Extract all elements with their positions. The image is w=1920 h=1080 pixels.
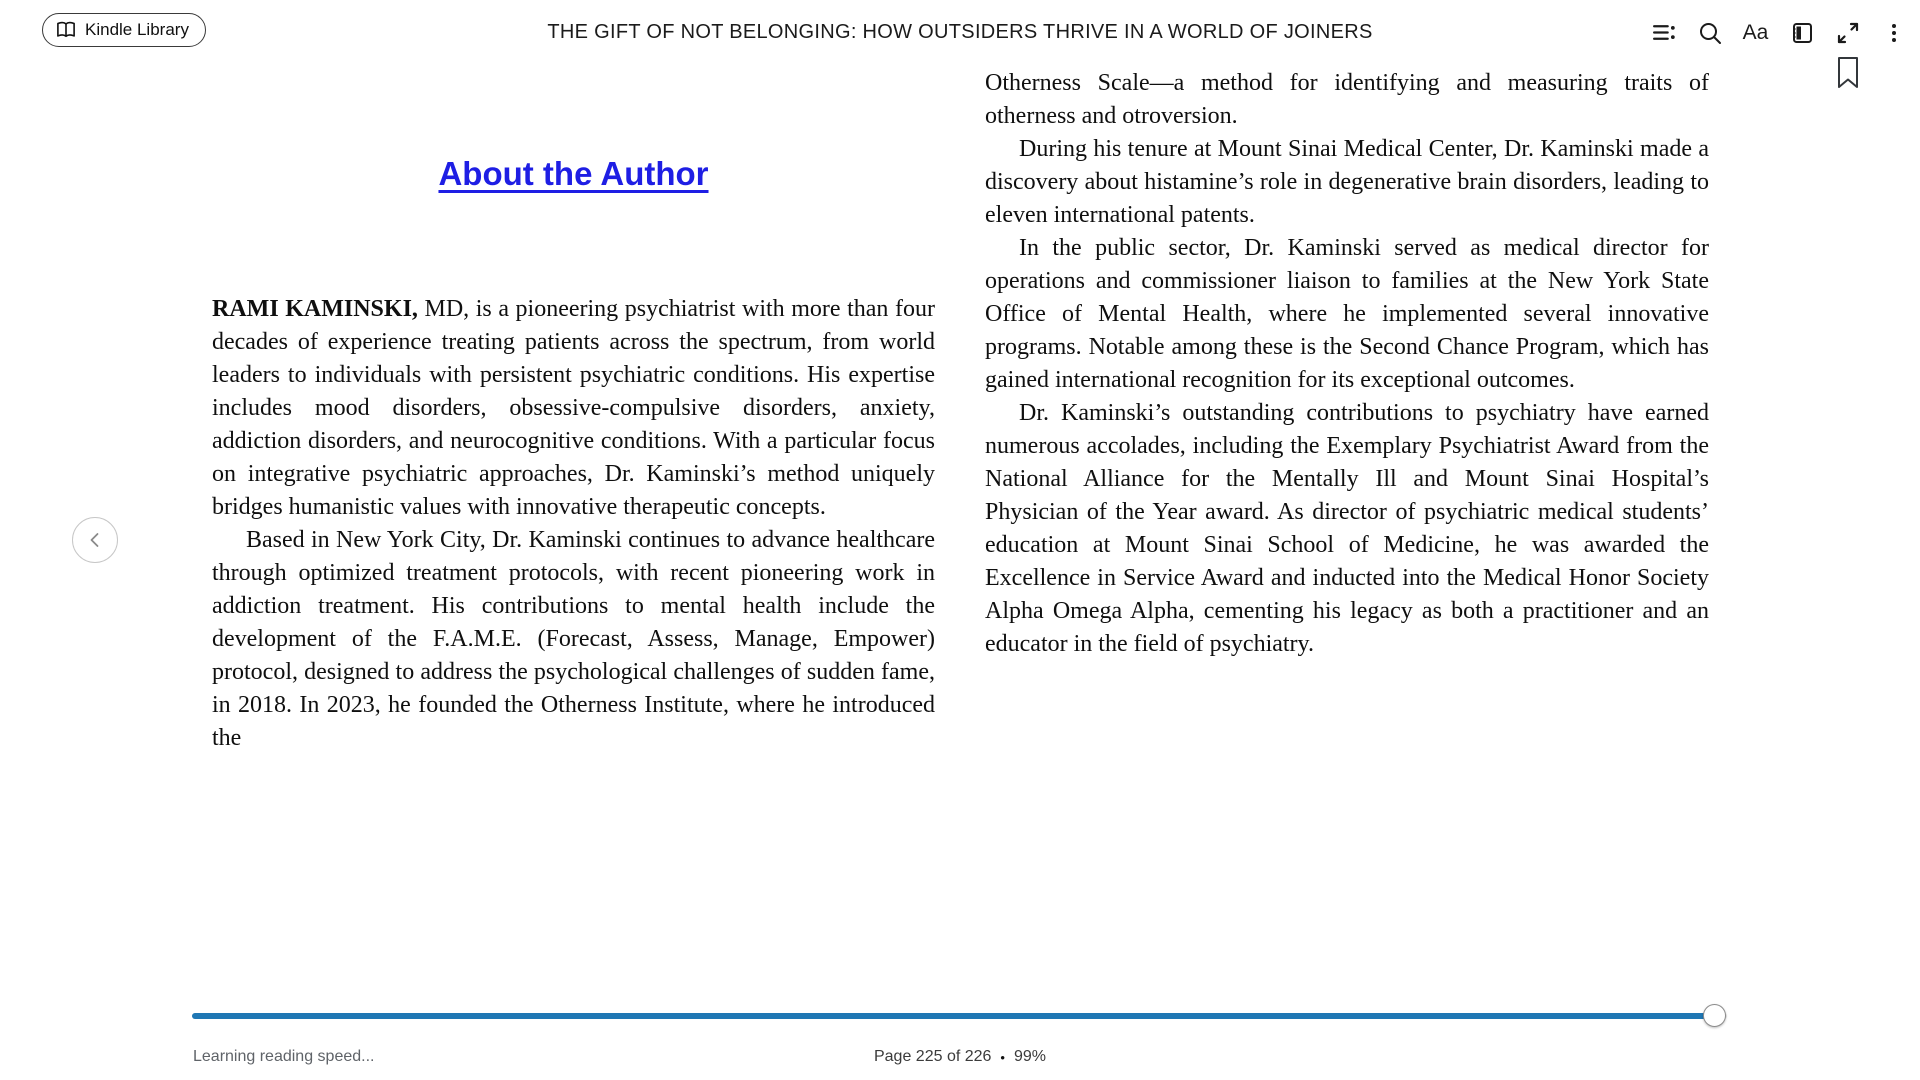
page-layout-icon — [1789, 20, 1815, 46]
page-layout-button[interactable] — [1787, 18, 1816, 47]
chapter-heading — [212, 155, 935, 193]
bookmark-icon — [1835, 56, 1861, 89]
paragraph: Dr. Kaminski’s outstanding contributions to psychiatry have earned numerous accolades, including the Exemplary Psychiatrist Award from the National Alliance for the Mentally Ill and Mount Sinai Hospital’s Physician of the Year award. As director of psychiatric medical students’ education at Mount Sinai School of Medicine, he was awarded the Excellence in Service Award and inducted into the Medical Honor Society Alpha Omega Alpha, cementing his legacy as both a practitioner and an educator in the field of psychiatry. — [985, 400, 1709, 657]
typography-settings-button[interactable] — [1741, 18, 1770, 47]
page-number-label: Page 225 of 226 — [873, 1048, 992, 1065]
kindle-library-label: Kindle Library — [85, 20, 189, 39]
right-text-column — [985, 67, 1709, 661]
left-text-column — [212, 293, 935, 755]
search-button[interactable] — [1695, 18, 1724, 47]
aa-icon: Aa — [1742, 20, 1769, 44]
author-name-lead: RAMI KAMINSKI, — [212, 296, 418, 322]
paragraph: During his tenure at Mount Sinai Medical Center, Dr. Kaminski made a discovery about histamine’s role in degenerative brain disorders, leading to eleven international patents. — [985, 136, 1709, 228]
bookmark-button[interactable] — [1835, 56, 1861, 89]
percent-read-label: 99% — [1013, 1048, 1047, 1065]
paragraph: Otherness Scale—a method for identifying and measuring traits of otherness and otroversion. — [985, 70, 1709, 129]
reading-progress-fill — [192, 1013, 1715, 1019]
fullscreen-expand-icon — [1835, 20, 1861, 46]
paragraph: RAMI KAMINSKI, MD, is a pioneering psychiatrist with more than four decades of experience treating patients across the spectrum, from world leaders to individuals with persistent psychiatric conditions. His expertise includes mood disorders, obsessive-compulsive disorders, anxiety, addiction disorders, and neurocognitive conditions. With a particular focus on integrative psychiatric approaches, Dr. Kaminski’s method uniquely bridges humanistic values with innovative therapeutic concepts. — [212, 296, 935, 520]
top-toolbar — [0, 0, 1920, 52]
toc-list-icon — [1650, 19, 1677, 46]
page-position-info — [874, 1048, 1046, 1066]
table-of-contents-button[interactable] — [1649, 18, 1678, 47]
chapter-heading-link[interactable]: About the Author — [438, 155, 709, 192]
progress-slider-handle[interactable] — [1703, 1004, 1726, 1027]
reading-progress-slider[interactable] — [192, 1013, 1727, 1019]
open-book-icon — [55, 21, 77, 39]
separator-dot: • — [1000, 1049, 1005, 1065]
fullscreen-button[interactable] — [1833, 18, 1862, 47]
overflow-menu-button[interactable] — [1879, 18, 1908, 47]
chevron-left-icon — [86, 531, 104, 549]
paragraph: In the public sector, Dr. Kaminski served as medical director for operations and commissioner liaison to families at the New York State Office of Mental Health, where he implemented several innovative programs. Notable among these is the Second Chance Program, which has gained international recognition for its exceptional outcomes. — [985, 235, 1709, 393]
toolbar-icons — [1649, 18, 1908, 47]
book-title: THE GIFT OF NOT BELONGING: HOW OUTSIDERS THRIVE IN A WORLD OF JOINERS — [547, 21, 1373, 43]
previous-page-button[interactable] — [72, 517, 118, 563]
kebab-menu-icon — [1881, 20, 1907, 46]
paragraph: Based in New York City, Dr. Kaminski continues to advance healthcare through optimized treatment protocols, with recent pioneering work in addiction treatment. His contributions to mental health include the development of the F.A.M.E. (Forecast, Assess, Manage, Empower) protocol, designed to address the psychological challenges of sudden fame, in 2018. In 2023, he founded the Otherness Institute, where he introduced the — [212, 527, 935, 751]
kindle-library-button[interactable] — [42, 13, 206, 47]
search-icon — [1697, 20, 1723, 46]
reading-speed-status: Learning reading speed... — [193, 1048, 375, 1065]
